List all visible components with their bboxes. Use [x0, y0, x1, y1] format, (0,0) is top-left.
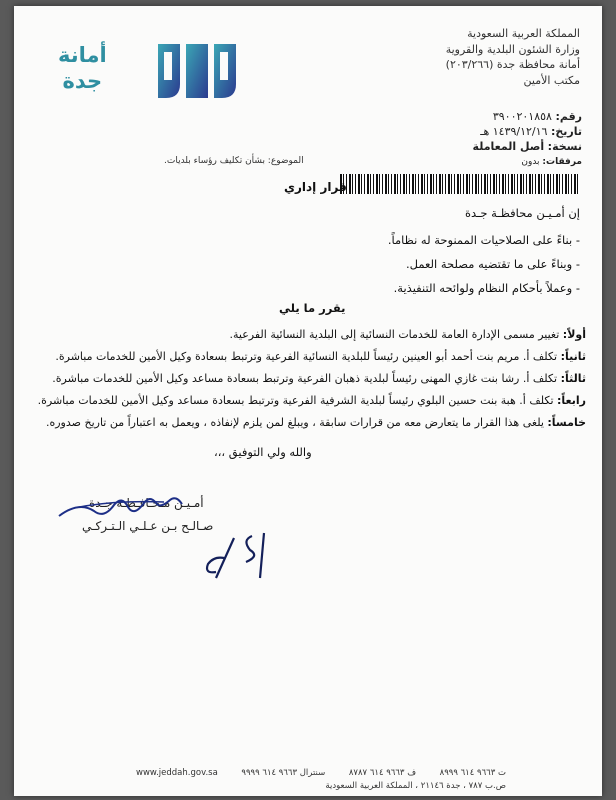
logo-text	[58, 42, 107, 94]
meta-number	[332, 110, 582, 123]
item-text: تكلف أ. مريم بنت أحمد أبو العينين رئيساً للبلدية النسائية الفرعية وترتبط بسعادة وكيل الأمين للخدمات مباشرة.	[55, 350, 558, 363]
footer-address: ص.ب ٧٨٧ ، جدة ٢١١٤٦ ، المملكة العربية السعودية	[325, 781, 506, 791]
decision-item	[26, 346, 586, 368]
decision-item	[26, 412, 586, 434]
item-text: تكلف أ. رشا بنت غازي المهنى رئيساً لبلدية ذهبان الفرعية وترتبط بسعادة مساعد وكيل الأمين للخدمات مباشرة.	[52, 372, 558, 385]
preamble-text: بناءً على الصلاحيات الممنوحة له نظاماً.	[387, 233, 573, 247]
meta-copy-value: أصل المعاملة	[472, 140, 545, 153]
footer-website[interactable]: www.jeddah.gov.sa	[136, 768, 218, 778]
meta-copy	[332, 140, 582, 153]
handwritten-note-icon	[194, 528, 284, 583]
decision-item	[26, 324, 586, 346]
item-ordinal: ثانياً:	[560, 350, 586, 363]
item-ordinal: خامساً:	[547, 416, 586, 429]
meta-number-value: ٣٩٠٠٢٠١٨٥٨	[492, 110, 552, 123]
decision-item	[26, 390, 586, 412]
item-text: تغيير مسمى الإدارة العامة للخدمات النسائية إلى البلدية النسائية الفرعية.	[229, 328, 560, 341]
signer-title: أمـيـن مـحـافـظـة جـدة	[89, 496, 204, 510]
footer-central: سنترال ٩٦٦٣ ٦١٤ ٩٩٩٩	[241, 768, 326, 778]
signer-name: صـالـح بـن عـلـي الـتـركـي	[82, 519, 214, 533]
logo-text-line2: جدة	[62, 69, 103, 93]
meta-attachments-label: مرفقات:	[542, 157, 582, 167]
watermark	[324, 546, 524, 666]
item-ordinal: ثالثاً:	[560, 372, 586, 385]
barcode	[340, 174, 580, 194]
meta-copy-label: نسخة:	[547, 140, 582, 153]
footer-contacts	[136, 768, 506, 778]
preamble-list	[80, 228, 580, 300]
meta-date	[332, 125, 582, 138]
item-ordinal: رابعاً:	[557, 394, 586, 407]
page-footer	[136, 768, 506, 791]
meta-attachments-value: بدون	[521, 157, 540, 167]
meta-date-label: تاريخ:	[550, 125, 582, 138]
preamble-item: - وبناءً على ما تقتضيه مصلحة العمل.	[405, 257, 580, 271]
meta-attachments	[332, 155, 582, 168]
letterhead	[350, 26, 580, 88]
intro-line: إن أمـيـن محافظـة جـدة	[464, 206, 580, 220]
letterhead-line: مكتب الأمين	[523, 73, 580, 87]
footer-phone: ت ٩٦٦٣ ٦١٤ ٨٩٩٩	[439, 768, 506, 778]
decision-heading: يقرر ما يلي	[279, 301, 346, 315]
decision-items	[26, 324, 586, 434]
item-ordinal: أولاً:	[562, 328, 586, 341]
document-title: قرار إداري	[284, 180, 347, 194]
document-page	[14, 6, 602, 796]
meta-number-label: رقم:	[555, 110, 582, 123]
meta-date-value: ١٤٣٩/١٢/١٦ هـ	[480, 125, 548, 138]
closing-line: والله ولي التوفيق ،،،	[214, 445, 312, 459]
preamble-text: وبناءً على ما تقتضيه مصلحة العمل.	[405, 257, 573, 271]
item-text: تكلف أ. هبة بنت حسين البلوي رئيساً لبلدية الشرفية الفرعية وترتبط بسعادة مساعد وكيل الأمين للخدمات مباشرة.	[37, 394, 554, 407]
preamble-item: - بناءً على الصلاحيات الممنوحة له نظاماً.	[387, 233, 580, 247]
decision-item	[26, 368, 586, 390]
letterhead-line: وزارة الشئون البلدية والقروية	[445, 42, 580, 56]
logo-text-line1: أمانة	[58, 43, 107, 67]
preamble-item: - وعملاً بأحكام النظام ولوائحه التنفيذية.	[393, 281, 580, 295]
document-meta	[332, 110, 582, 170]
subject-line: الموضوع: بشأن تكليف رؤساء بلديات.	[164, 156, 304, 166]
footer-fax: ف ٩٦٦٣ ٦١٤ ٨٧٨٧	[348, 768, 417, 778]
letterhead-line: المملكة العربية السعودية	[467, 27, 580, 40]
preamble-text: وعملاً بأحكام النظام ولوائحه التنفيذية.	[393, 281, 573, 295]
item-text: يلغى هذا القرار ما يتعارض معه من قرارات سابقة ، ويبلغ لمن يلزم لإنفاذه ، ويعمل به اعتباراً من تاريخ صدوره.	[45, 416, 544, 429]
letterhead-line: أمانة محافظة جدة (٢٠٣/٢٦٦)	[445, 58, 580, 71]
